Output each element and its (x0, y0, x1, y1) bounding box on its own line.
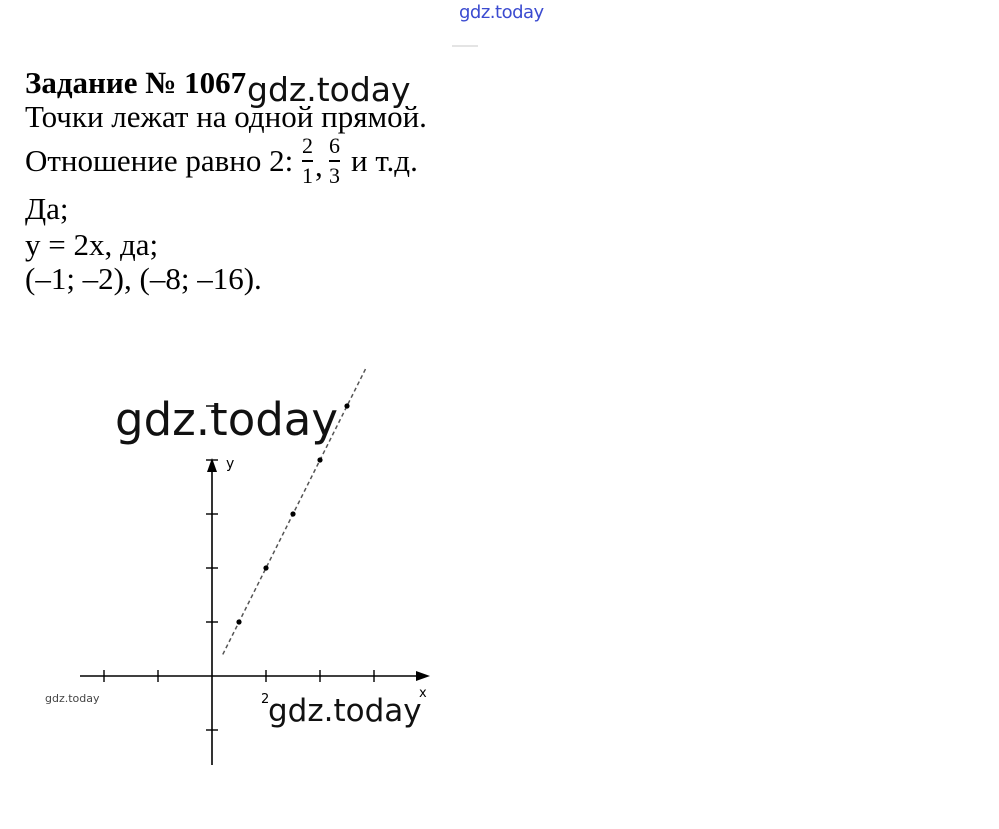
data-point (317, 457, 322, 462)
fraction-numerator: 6 (329, 133, 340, 158)
data-point (344, 403, 349, 408)
data-point (236, 619, 241, 624)
watermark-graph: gdz.today (115, 393, 339, 446)
fraction-denominator: 1 (302, 162, 313, 188)
task-title: Задание № 1067 (25, 65, 247, 100)
answer-line-4: y = 2x, да; (25, 227, 159, 262)
data-point (263, 565, 268, 570)
ratio-prefix: Отношение равно 2: (25, 143, 294, 178)
answer-line-3: Да; (25, 191, 69, 226)
x-axis-label: x (419, 686, 427, 701)
x-tick-label: 2 (261, 692, 270, 707)
fraction-denominator: 3 (329, 162, 340, 188)
watermark-title: gdz.today (247, 70, 411, 109)
fraction-comma: , (315, 148, 323, 183)
y-axis-label: y (226, 456, 235, 472)
answer-line-1: Точки лежат на одной прямой. (25, 99, 427, 134)
watermark-bottom: gdz.today (268, 693, 422, 729)
answer-line-5: (–1; –2), (–8; –16). (25, 261, 262, 296)
data-point (290, 511, 295, 516)
x-axis-arrow (416, 671, 430, 681)
fraction-numerator: 2 (302, 133, 313, 158)
watermark-small: gdz.today (45, 692, 100, 705)
watermark-top: gdz.today (459, 2, 544, 23)
ratio-suffix: и т.д. (351, 143, 418, 178)
